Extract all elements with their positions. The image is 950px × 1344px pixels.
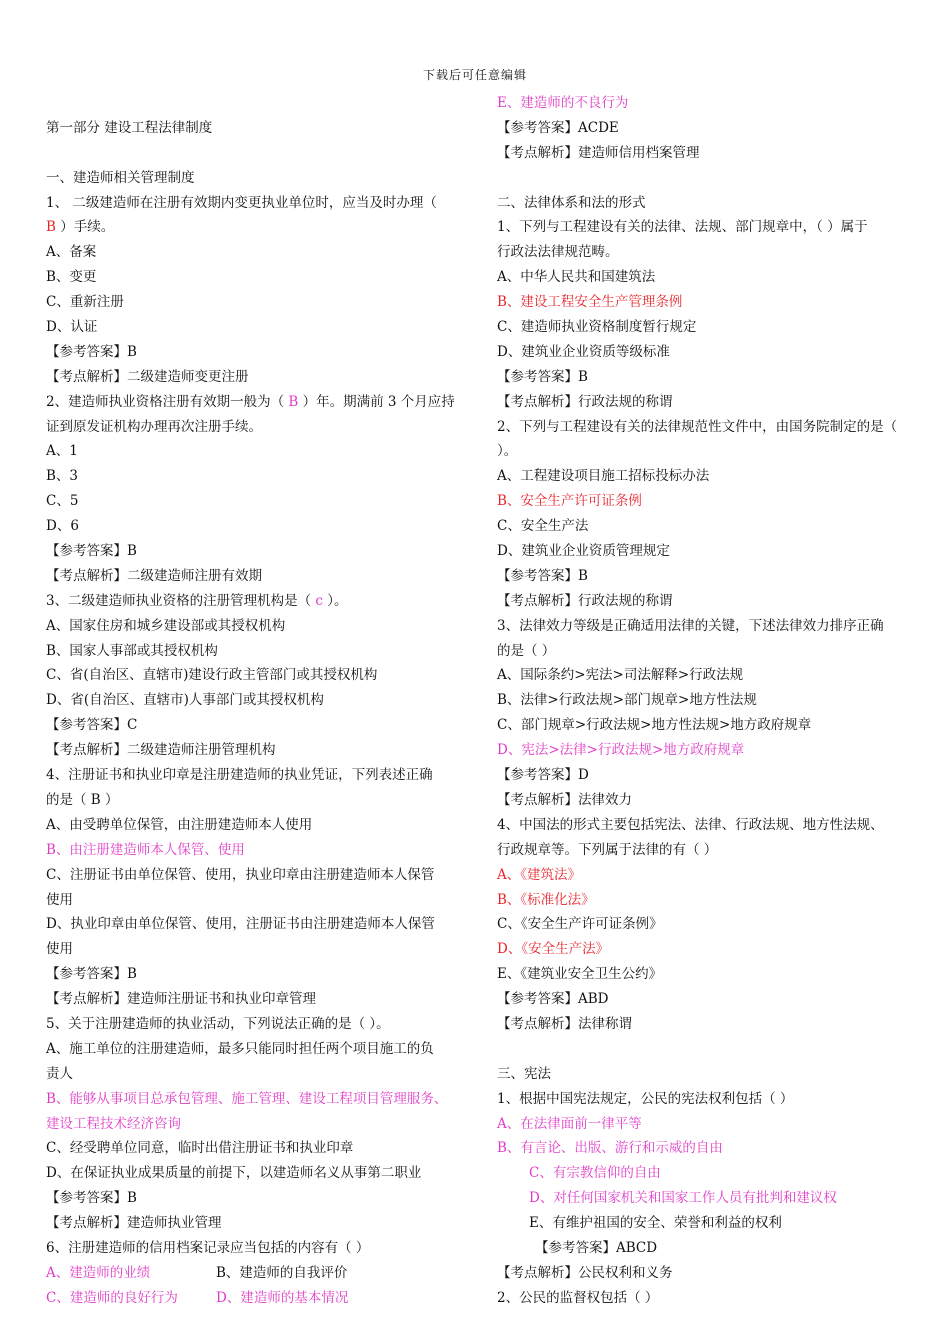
text-line: 行政规章等。下列属于法律的有（ ） xyxy=(497,841,718,858)
text-segment: ）手续。 xyxy=(55,219,115,236)
answer-mark: c xyxy=(315,592,323,609)
option-pair xyxy=(46,1261,466,1286)
text-line: A、备案 xyxy=(46,244,97,261)
text-line: C、建造师执业资格制度暂行规定 xyxy=(497,319,697,336)
text-line: 2、下列与工程建设有关的法律规范性文件中，由国务院制定的是（ xyxy=(497,418,898,435)
text-line: D、建筑业企业资质等级标准 xyxy=(497,343,670,360)
text-line: C、《安全生产许可证条例》 xyxy=(497,916,663,933)
option-pair xyxy=(46,1286,466,1311)
text-line: 【参考答案】ABCD xyxy=(535,1239,658,1256)
text-line: 【参考答案】ABD xyxy=(497,991,609,1008)
text-line: 2、公民的监督权包括（ ） xyxy=(497,1289,659,1306)
blank-line xyxy=(46,141,466,166)
text-line: 3、法律效力等级是正确适用法律的关键，下述法律效力排序正确 xyxy=(497,617,884,634)
text-line: 【参考答案】B xyxy=(46,543,137,560)
text-line: 的是（ ） xyxy=(497,642,556,659)
text-line: 【参考答案】D xyxy=(497,767,589,784)
text-line: B、有言论、出版、游行和示威的自由 xyxy=(497,1140,723,1157)
text-line: D、认证 xyxy=(46,319,98,336)
text-line: B、变更 xyxy=(46,269,97,286)
text-line: B、《标准化法》 xyxy=(497,891,595,908)
text-line: B、国家人事部或其授权机构 xyxy=(46,642,218,659)
text-segment: ）年。期满前 3 个月应持 xyxy=(298,393,455,410)
text-line: E、建造师的不良行为 xyxy=(497,95,629,111)
blank-line xyxy=(497,166,917,191)
text-line: 的是（ B ） xyxy=(46,791,119,808)
text-segment: 3、二级建造师执业资格的注册管理机构是（ xyxy=(46,592,316,609)
text-line: 【考点解析】建造师注册证书和执业印章管理 xyxy=(46,991,316,1008)
text-line: 【考点解析】二级建造师注册有效期 xyxy=(46,567,262,584)
text-segment: 2、建造师执业资格注册有效期一般为（ xyxy=(46,393,289,410)
text-line: E、有维护祖国的安全、荣誉和利益的权利 xyxy=(529,1215,782,1232)
text-line: A、工程建设项目施工招标投标办法 xyxy=(497,468,710,485)
text-line: 【参考答案】B xyxy=(497,368,588,385)
text-line: D、6 xyxy=(46,518,79,535)
text-line: 使用 xyxy=(46,941,73,958)
text-line: A、国家住房和城乡建设部或其授权机构 xyxy=(46,617,286,634)
text-line: 5、关于注册建造师的执业活动，下列说法正确的是（ ）。 xyxy=(46,1015,390,1032)
text-line: 4、中国法的形式主要包括宪法、法律、行政法规、地方性法规、 xyxy=(497,816,884,833)
text-line: B、能够从事项目总承包管理、施工管理、建设工程项目管理服务、 xyxy=(46,1090,448,1107)
text-line: 【考点解析】行政法规的称谓 xyxy=(497,393,673,410)
text-line: 【参考答案】C xyxy=(46,717,138,734)
text-line: 一、建造师相关管理制度 xyxy=(46,169,195,186)
left-column xyxy=(46,91,466,1311)
text-line: 【考点解析】公民权利和义务 xyxy=(497,1264,673,1281)
page-header: 下载后可任意编辑 xyxy=(422,68,527,82)
right-column xyxy=(497,91,917,1311)
text-line: 【参考答案】B xyxy=(46,1190,137,1207)
answer-mark: B xyxy=(288,393,299,410)
text-line: C、安全生产法 xyxy=(497,518,589,535)
text-line: C、有宗教信仰的自由 xyxy=(529,1165,661,1182)
text-line: 证到原发证机构办理再次注册手续。 xyxy=(46,418,262,435)
text-line: 【考点解析】建造师执业管理 xyxy=(46,1215,222,1232)
text-line: C、重新注册 xyxy=(46,294,124,311)
blank-line xyxy=(497,1037,917,1062)
text-line: 6、注册建造师的信用档案记录应当包括的内容有（ ） xyxy=(46,1239,370,1256)
text-line: 1、根据中国宪法规定，公民的宪法权利包括（ ） xyxy=(497,1090,794,1107)
text-line: 三、宪法 xyxy=(497,1065,551,1082)
answer-mark: B xyxy=(46,219,56,236)
text-line: A、1 xyxy=(46,443,78,460)
text-line: 1、下列与工程建设有关的法律、法规、部门规章中，（ ）属于 xyxy=(497,219,868,236)
text-line: D、对任何国家机关和国家工作人员有批判和建议权 xyxy=(529,1190,837,1207)
text-line: 【考点解析】二级建造师注册管理机构 xyxy=(46,742,276,759)
text-line: 【考点解析】建造师信用档案管理 xyxy=(497,144,700,161)
text-line: C、省(自治区、直辖市)建设行政主管部门或其授权机构 xyxy=(46,667,378,684)
text-line: C、5 xyxy=(46,493,79,510)
text-line: 责人 xyxy=(46,1065,73,1082)
text-line: A、由受聘单位保管，由注册建造师本人使用 xyxy=(46,816,313,833)
text-line: B、3 xyxy=(46,468,79,485)
text-line xyxy=(46,215,466,240)
text-line: 【参考答案】B xyxy=(46,966,137,983)
text-line: 【参考答案】B xyxy=(497,567,588,584)
text-line: ）。 xyxy=(497,443,518,460)
text-line: A、在法律面前一律平等 xyxy=(497,1115,642,1132)
text-line: 【考点解析】法律称谓 xyxy=(497,1015,632,1032)
option-text: C、建造师的良好行为 xyxy=(46,1289,178,1306)
text-line: 【考点解析】行政法规的称谓 xyxy=(497,592,673,609)
text-line: 二、法律体系和法的形式 xyxy=(497,194,646,211)
text-line: D、建筑业企业资质管理规定 xyxy=(497,543,670,560)
text-line: 【参考答案】B xyxy=(46,343,137,360)
text-line: D、省(自治区、直辖市)人事部门或其授权机构 xyxy=(46,692,324,709)
option-text: B、建造师的自我评价 xyxy=(216,1264,348,1281)
text-line: D、《安全生产法》 xyxy=(497,941,610,958)
text-line xyxy=(46,390,466,415)
text-line: B、由注册建造师本人保管、使用 xyxy=(46,841,245,858)
text-line: 使用 xyxy=(46,891,73,908)
text-line: D、在保证执业成果质量的前提下，以建造师名义从事第二职业 xyxy=(46,1165,422,1182)
text-line: C、部门规章>行政法规>地方性法规>地方政府规章 xyxy=(497,717,812,734)
text-line: B、安全生产许可证条例 xyxy=(497,493,642,510)
text-line: C、经受聘单位同意，临时出借注册证书和执业印章 xyxy=(46,1140,354,1157)
text-line: B、法律>行政法规>部门规章>地方性法规 xyxy=(497,692,757,709)
option-text: A、建造师的业绩 xyxy=(46,1264,151,1281)
text-segment: ）。 xyxy=(322,592,348,609)
text-line: D、执业印章由单位保管、使用，注册证书由注册建造师本人保管 xyxy=(46,916,435,933)
text-line: 【考点解析】法律效力 xyxy=(497,791,632,808)
text-line: 第一部分 建设工程法律制度 xyxy=(46,119,213,136)
text-line: B、建设工程安全生产管理条例 xyxy=(497,294,683,311)
text-line: 4、注册证书和执业印章是注册建造师的执业凭证，下列表述正确 xyxy=(46,767,433,784)
text-line: A、施工单位的注册建造师，最多只能同时担任两个项目施工的负 xyxy=(46,1040,434,1057)
text-line: D、宪法>法律>行政法规>地方政府规章 xyxy=(497,742,745,759)
text-line: 建设工程技术经济咨询 xyxy=(46,1115,181,1132)
text-line: A、国际条约>宪法>司法解释>行政法规 xyxy=(497,667,744,684)
text-line: 1、 二级建造师在注册有效期内变更执业单位时，应当及时办理（ xyxy=(46,194,437,211)
text-line xyxy=(46,589,466,614)
text-line: 行政法法律规范畴。 xyxy=(497,244,619,261)
blank-line xyxy=(46,91,466,116)
option-text: D、建造师的基本情况 xyxy=(216,1289,349,1306)
text-line: E、《建筑业安全卫生公约》 xyxy=(497,966,663,983)
text-line: C、注册证书由单位保管、使用，执业印章由注册建造师本人保管 xyxy=(46,866,435,883)
text-line: A、《建筑法》 xyxy=(497,866,581,883)
text-line: 【参考答案】ACDE xyxy=(497,119,619,136)
text-line: A、中华人民共和国建筑法 xyxy=(497,269,656,286)
text-line: 【考点解析】二级建造师变更注册 xyxy=(46,368,249,385)
